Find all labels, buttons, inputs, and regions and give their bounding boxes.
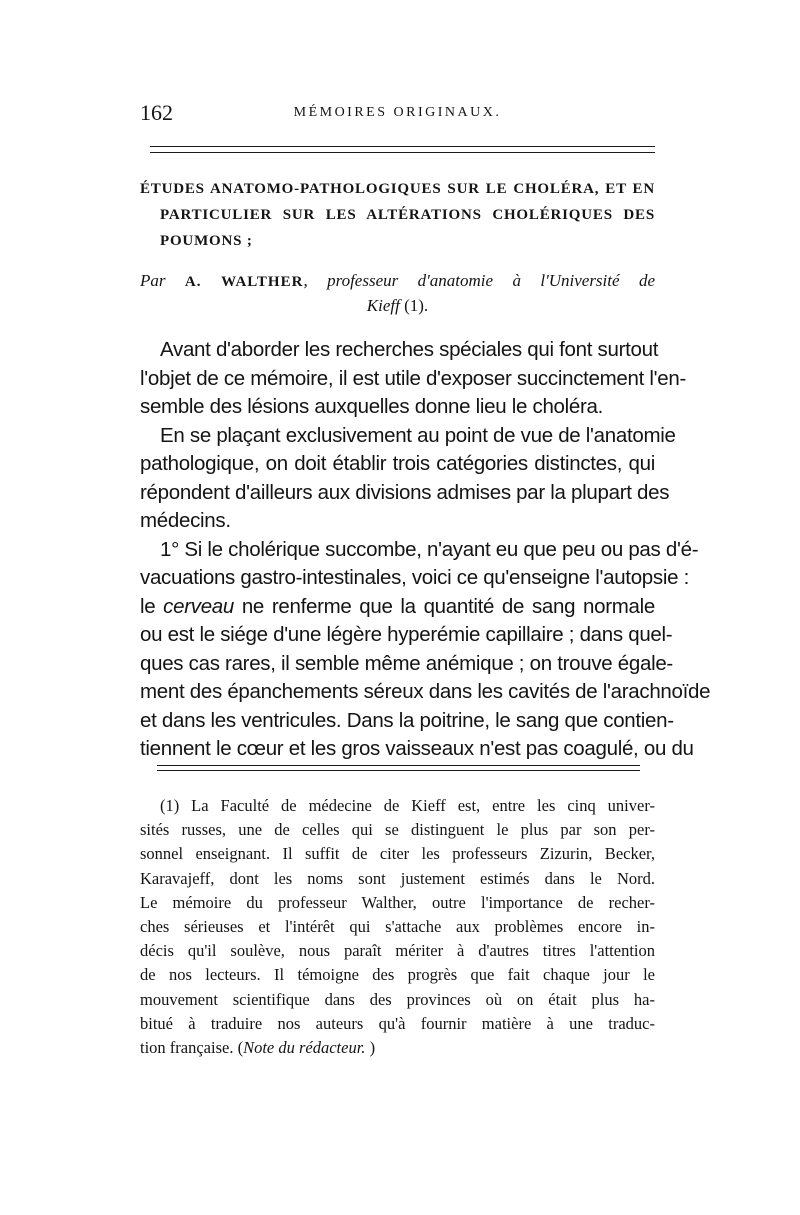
body-text [140, 336, 711, 764]
footnote-line: décis qu'il soulève, nous paraît mériter à d'autres titres l'attention [140, 941, 655, 961]
footnote-line [140, 1036, 655, 1060]
footnote-line: de nos lecteurs. Il témoigne des progrès que fait chaque jour le [140, 965, 655, 985]
body-line: ou est le siége d'une légère hyperémie capillaire ; dans quel- [140, 623, 673, 646]
author-name: A. WALTHER [184, 274, 304, 290]
body-line: ment des épanchements séreux dans les cavités de l'arachnoïde [140, 680, 711, 703]
footnote-close: ) [369, 1038, 376, 1058]
running-head [140, 98, 655, 128]
author-city: Kieff [366, 296, 400, 315]
body-line: tiennent le cœur et les gros vaisseaux n'est pas coagulé, ou du [140, 737, 694, 760]
body-line [140, 593, 655, 622]
byline-line [140, 294, 655, 318]
footnote-text: tion française. ( [140, 1038, 244, 1058]
footnote-line: bitué à traduire nos auteurs qu'à fournir matière à une traduc- [140, 1013, 655, 1033]
footnote-line: mouvement scientifique dans des provinces où on était plus ha- [140, 989, 655, 1009]
footnote-rule-double [157, 770, 640, 771]
byline-prefix: Par [140, 271, 166, 290]
emphasized-word: cerveau [163, 594, 235, 618]
body-line-rest: ne renferme que la quantité de sang normale [241, 594, 655, 618]
header-rule-double [150, 152, 655, 153]
title-line: PARTICULIER SUR LES ALTÉRATIONS CHOLÉRIQUES DES [160, 207, 655, 223]
footnote-line: Karavajeff, dont les noms sont justement estimés dans le Nord. [140, 868, 655, 888]
byline [140, 269, 655, 318]
article-title [140, 176, 655, 254]
footnote-rule [157, 765, 640, 766]
body-line: 1° Si le cholérique succombe, n'ayant eu que peu ou pas d'é- [160, 537, 699, 561]
body-line: répondent d'ailleurs aux divisions admises par la plupart des [140, 480, 670, 504]
author-affiliation: , professeur d'anatomie à l'Université de [303, 271, 655, 290]
body-line: médecins. [140, 509, 231, 532]
title-line: ÉTUDES ANATOMO-PATHOLOGIQUES SUR LE CHOLÉRA, ET EN [140, 181, 655, 197]
page-number: 162 [140, 100, 173, 125]
body-line: En se plaçant exclusivement au point de vue de l'anatomie [160, 423, 676, 447]
body-line: l'objet de ce mémoire, il est utile d'exposer succinctement l'en- [140, 366, 687, 390]
footnote-line: sités russes, une de celles qui se distinguent le plus par son per- [140, 820, 655, 840]
body-line: et dans les ventricules. Dans la poitrine, le sang que contien- [140, 708, 674, 732]
footnote-line: sonnel enseignant. Il suffit de citer les professeurs Zizurin, Becker, [140, 844, 655, 864]
body-line: semble des lésions auxquelles donne lieu le choléra. [140, 395, 604, 418]
section-title: MÉMOIRES ORIGINAUX. [293, 105, 502, 120]
header-rule [150, 146, 655, 147]
body-line: Avant d'aborder les recherches spéciales qui font surtout [160, 338, 659, 361]
byline-line [140, 269, 655, 294]
body-line: pathologique, on doit établir trois catégories distinctes, qui [140, 452, 655, 475]
footnote-line: Le mémoire du professeur Walther, outre l'importance de recher- [140, 892, 655, 912]
footnote [140, 794, 655, 1060]
body-line: ques cas rares, il semble même anémique ; on trouve égale- [140, 651, 673, 675]
editor-note: Note du rédacteur. [243, 1038, 366, 1058]
body-word: le [140, 594, 156, 618]
title-line: POUMONS ; [160, 233, 253, 249]
body-line: vacuations gastro-intestinales, voici ce qu'enseigne l'autopsie : [140, 566, 689, 589]
footnote-reference: (1). [404, 296, 429, 315]
footnote-line: (1) La Faculté de médecine de Kieff est, entre les cinq univer- [160, 796, 655, 815]
footnote-line: ches sérieuses et l'intérêt qui s'attache aux problèmes encore in- [140, 917, 655, 937]
